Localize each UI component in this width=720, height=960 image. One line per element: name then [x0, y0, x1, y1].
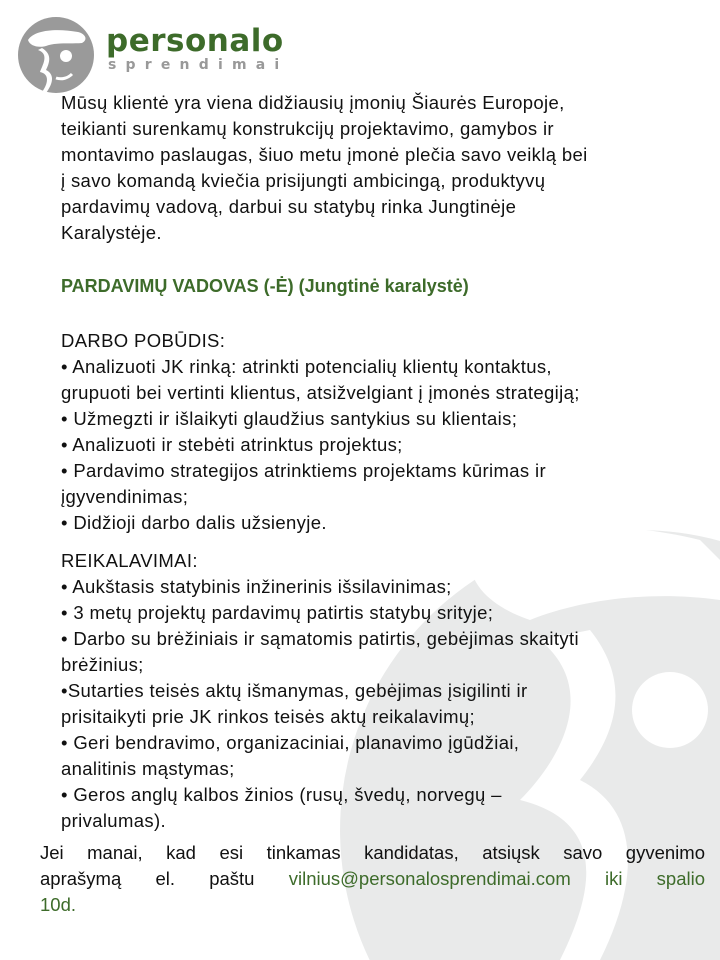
text-line: Mūsų klientė yra viena didžiausių įmonių Šiaurės Europoje,	[61, 92, 565, 113]
section-heading: DARBO POBŪDIS:	[61, 330, 226, 351]
list-item: • Didžioji darbo dalis užsienyje.	[61, 512, 327, 533]
text-line: pardavimų vadovą, darbui su statybų rinka Jungtinėje	[61, 196, 517, 217]
duties-section	[61, 328, 580, 536]
list-item: • Analizuoti ir stebėti atrinktus projektus;	[61, 434, 403, 455]
text-line	[40, 866, 705, 892]
list-item: • Analizuoti JK rinką: atrinkti potencialių klientų kontaktus,	[61, 356, 552, 377]
list-item: įgyvendinimas;	[61, 486, 189, 507]
deadline-text: iki spalio	[604, 868, 706, 889]
closing-paragraph	[40, 840, 705, 918]
list-item: • Pardavimo strategijos atrinktiems projektams kūrimas ir	[61, 460, 546, 481]
list-item: prisitaikyti prie JK rinkos teisės aktų reikalavimų;	[61, 706, 476, 727]
list-item: • Geros anglų kalbos žinios (rusų, švedų, norvegų –	[61, 784, 502, 805]
list-item: • Aukštasis statybinis inžinerinis išsilavinimas;	[61, 576, 452, 597]
deadline-date: 10d.	[40, 894, 77, 915]
list-item: privalumas).	[61, 810, 166, 831]
text-line: Jei manai, kad esi tinkamas kandidatas, atsiųsk savo gyvenimo	[40, 842, 705, 863]
list-item: analitinis mąstymas;	[61, 758, 235, 779]
email-link[interactable]: vilnius@personalosprendimai.com	[288, 868, 571, 889]
closing-prefix: aprašymą el. paštu	[40, 868, 255, 889]
requirements-section	[61, 548, 579, 834]
brand-name: personalo	[106, 23, 284, 59]
company-logo-icon	[16, 16, 96, 94]
list-item: •Sutarties teisės aktų išmanymas, gebėjimas įsigilinti ir	[61, 680, 528, 701]
section-heading: REIKALAVIMAI:	[61, 550, 198, 571]
list-item: • 3 metų projektų pardavimų patirtis statybų srityje;	[61, 602, 494, 623]
intro-paragraph	[61, 90, 588, 246]
position-title: PARDAVIMŲ VADOVAS (-Ė) (Jungtinė karalystė)	[61, 276, 469, 296]
text-line: į savo komandą kviečia prisijungti ambicingą, produktyvų	[61, 170, 546, 191]
text-line: montavimo paslaugas, šiuo metu įmonė plečia savo veiklą bei	[61, 144, 588, 165]
list-item: • Užmegzti ir išlaikyti glaudžius santykius su klientais;	[61, 408, 518, 429]
list-item: • Darbo su brėžiniais ir sąmatomis patirtis, gebėjimas skaityti	[61, 628, 579, 649]
text-line: teikianti surenkamų konstrukcijų projektavimo, gamybos ir	[61, 118, 554, 139]
text-line: Karalystėje.	[61, 222, 162, 243]
list-item: • Geri bendravimo, organizaciniai, planavimo įgūdžiai,	[61, 732, 520, 753]
list-item: brėžinius;	[61, 654, 144, 675]
list-item: grupuoti bei vertinti klientus, atsižvelgiant į įmonės strategiją;	[61, 382, 580, 403]
brand-subname: sprendimai	[108, 57, 289, 73]
